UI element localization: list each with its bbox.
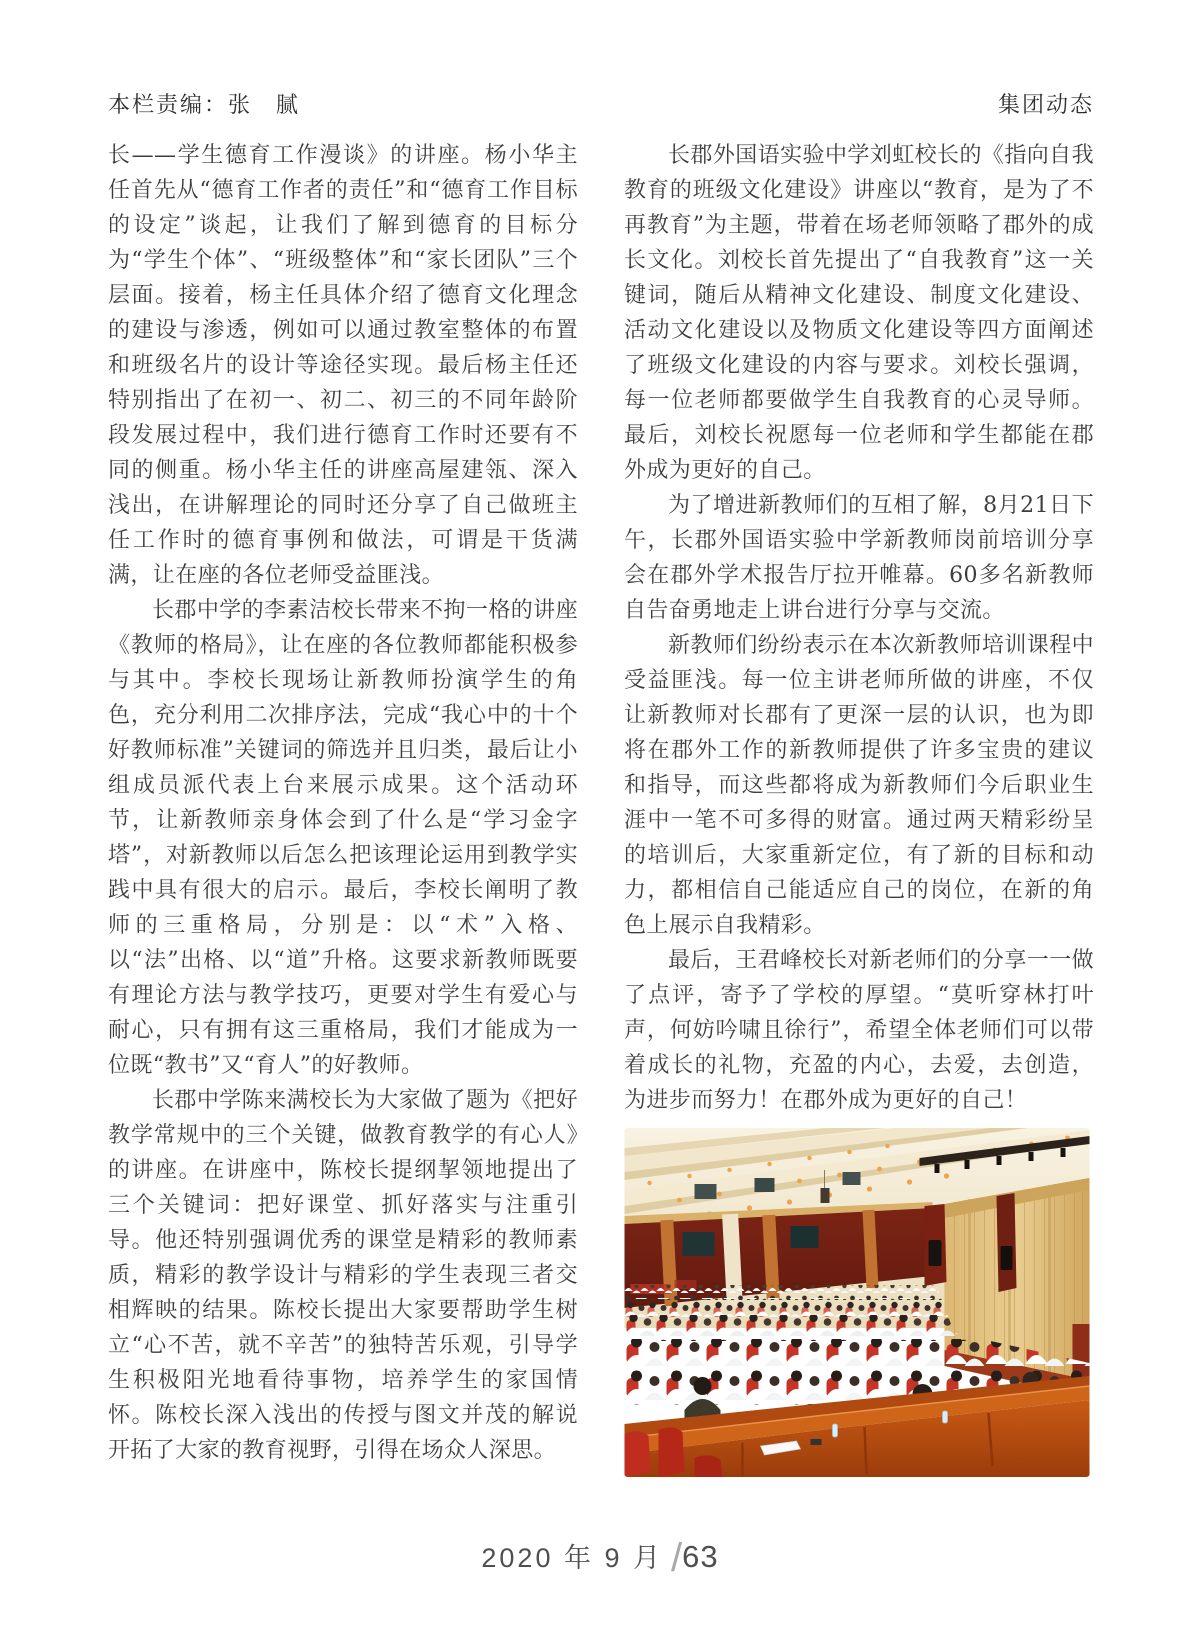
article-body <box>108 138 1094 1477</box>
section-title: 集团动态 <box>997 92 1094 117</box>
page-footer <box>0 1532 1200 1580</box>
paragraph: 长郡中学陈来满校长为大家做了题为《把好教学常规中的三个关键，做教育教学的有心人》的讲座。在讲座中，陈校长提纲挈领地提出了三个关键词：把好课堂、抓好落实与注重引导。他还特别强调优秀的课堂是精彩的教师素质，精彩的教学设计与精彩的学生表现三者交相辉映的结果。陈校长提出大家要帮助学生树立“心不苦，就不辛苦”的独特苦乐观，引导学生积极阳光地看待事物，培养学生的家国情怀。陈校长深入浅出的传授与图文并茂的解说开拓了大家的教育视野，引得在场众人深思。 <box>108 1088 578 1463</box>
water-bottle <box>833 1424 838 1437</box>
water-bottle <box>943 1411 948 1423</box>
paragraph: 长郡中学的李素洁校长带来不拘一格的讲座《教师的格局》，让在座的各位教师都能积极参与其中。李校长现场让新教师扮演学生的角色，充分利用二次排序法，完成“我心中的十个好教师标准”关键词的筛选并且归类，最后让小组成员派代表上台来展示成果。这个活动环节，让新教师亲身体会到了什么是“学习金字塔”，对新教师以后怎么把该理论运用到教学实践中具有很大的启示。最后，李校长阐明了教师的三重格局，分别是：以“术”入格、以“法”出格、以“道”升格。这要求新教师既要有理论方法与教学技巧，更要对学生有爱心与耐心，只有拥有这三重格局，我们才能成为一位既“教书”又“育人”的好教师。 <box>108 598 578 1078</box>
paragraph: 长郡外国语实验中学刘虹校长的《指向自我教育的班级文化建设》讲座以“教育，是为了不再教育”为主题，带着在场老师领略了郡外的成长文化。刘校长首先提出了“自我教育”这一关键词，随后从精神文化建设、制度文化建设、活动文化建设以及物质文化建设等四方面阐述了班级文化建设的内容与要求。刘校长强调，每一位老师都要做学生自我教育的心灵导师。最后，刘校长祝愿每一位老师和学生都能在郡外成为更好的自己。 <box>624 143 1094 483</box>
paragraph: 长——学生德育工作漫谈》的讲座。杨小华主任首先从“德育工作者的责任”和“德育工作目标的设定”谈起，让我们了解到德育的目标分为“学生个体”、“班级整体”和“家长团队”三个层面。接着，杨主任具体介绍了德育文化理念的建设与渗透，例如可以通过教室整体的布置和班级名片的设计等途径实现。最后杨主任还特别指出了在初一、初二、初三的不同年龄阶段发展过程中，我们进行德育工作时还要有不同的侧重。杨小华主任的讲座高屋建瓴、深入浅出，在讲解理论的同时还分享了自己做班主任工作时的德育事例和做法，可谓是干货满满，让在座的各位老师受益匪浅。 <box>108 143 578 588</box>
page-header <box>108 88 1094 119</box>
footer-slash: / <box>670 1536 683 1580</box>
wall-speaker <box>929 1240 942 1266</box>
left-column <box>108 138 578 1477</box>
auditorium-photo <box>624 1128 1090 1477</box>
wall-speaker <box>1001 1246 1013 1270</box>
paragraph: 最后，王君峰校长对新老师们的分享一一做了点评，寄予了学校的厚望。“莫听穿林打叶声，何妨吟啸且徐行”，希望全体老师们可以带着成长的礼物，充盈的内心，去爱，去创造，为进步而努力！在郡外成为更好的自己！ <box>624 948 1094 1113</box>
wall-screen <box>683 1232 715 1256</box>
right-column <box>624 138 1094 1477</box>
paragraph: 新教师们纷纷表示在本次新教师培训课程中受益匪浅。每一位主讲老师所做的讲座，不仅让新教师对长郡有了更深一层的认识，也为即将在郡外工作的新教师提供了许多宝贵的建议和指导，而这些都将成为新教师们今后职业生涯中一笔不可多得的财富。通过两天精彩纷呈的培训后，大家重新定位，有了新的目标和动力，都相信自己能适应自己的岗位，在新的角色上展示自我精彩。 <box>624 633 1094 938</box>
wall-screen <box>791 1226 819 1248</box>
paragraph: 为了增进新教师们的互相了解，8月21日下午，长郡外国语实验中学新教师岗前培训分享会在郡外学术报告厅拉开帷幕。60多名新教师自告奋勇地走上讲台进行分享与交流。 <box>624 493 1094 623</box>
issue-date: 2020 年 9 月 <box>481 1543 663 1573</box>
phone <box>811 1439 822 1445</box>
auditorium-photo-graphic <box>624 1128 1090 1477</box>
page-number: 63 <box>682 1539 719 1574</box>
column-editor-label: 本栏责编：张 腻 <box>108 92 301 117</box>
hanging-speaker <box>821 1188 830 1203</box>
